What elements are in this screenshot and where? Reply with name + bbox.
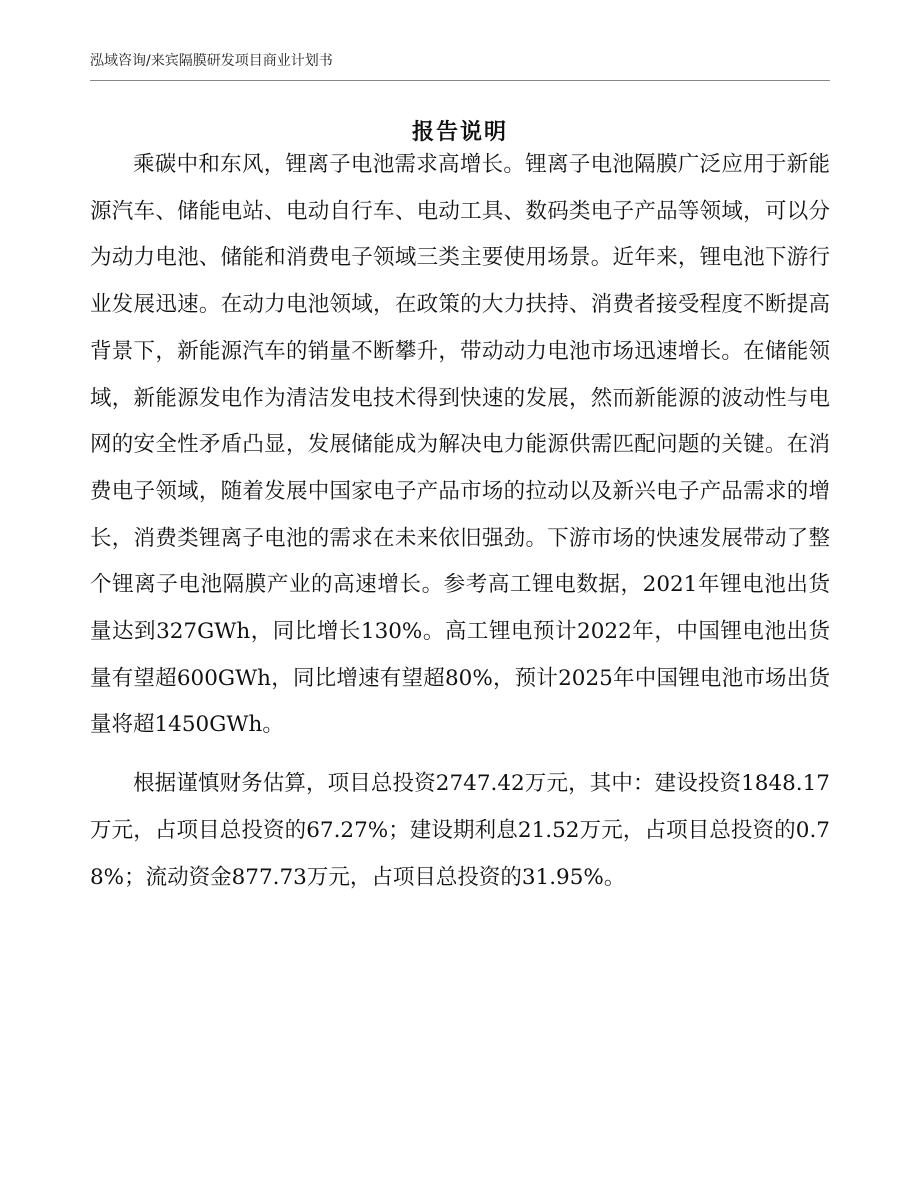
running-header: 泓域咨询/来宾隔膜研发项目商业计划书 (90, 53, 333, 69)
page-title: 报告说明 (411, 120, 508, 145)
paragraph-investment-estimate: 根据谨慎财务估算，项目总投资2747.42万元，其中：建设投资1848.17万元，占项目总投资的67.27%；建设期利息21.52万元，占项目总投资的0.78%；流动资金877.73万元，占项目总投资的31.95%。 (90, 771, 830, 890)
paragraph-market-overview: 乘碳中和东风，锂离子电池需求高增长。锂离子电池隔膜广泛应用于新能源汽车、储能电站、电动自行车、电动工具、数码类电子产品等领域，可以分为动力电池、储能和消费电子领域三类主要使用场景。近年来，锂电池下游行业发展迅速。在动力电池领域，在政策的大力扶持、消费者接受程度不断提高背景下，新能源汽车的销量不断攀升，带动动力电池市场迅速增长。在储能领域，新能源发电作为清洁发电技术得到快速的发展，然而新能源的波动性与电网的安全性矛盾凸显，发展储能成为解决电力能源供需匹配问题的关键。在消费电子领域，随着发展中国家电子产品市场的拉动以及新兴电子产品需求的增长，消费类锂离子电池的需求在未来依旧强劲。下游市场的快速发展带动了整个锂离子电池隔膜产业的高速增长。参考高工锂电数据，2021年锂电池出货量达到327GWh，同比增长130%。高工锂电预计2022年，中国锂电池出货量有望超600GWh，同比增速有望超80%，预计2025年中国锂电池市场出货量将超1450GWh。 (90, 152, 830, 738)
document-body (90, 142, 830, 901)
header-divider (90, 80, 830, 81)
